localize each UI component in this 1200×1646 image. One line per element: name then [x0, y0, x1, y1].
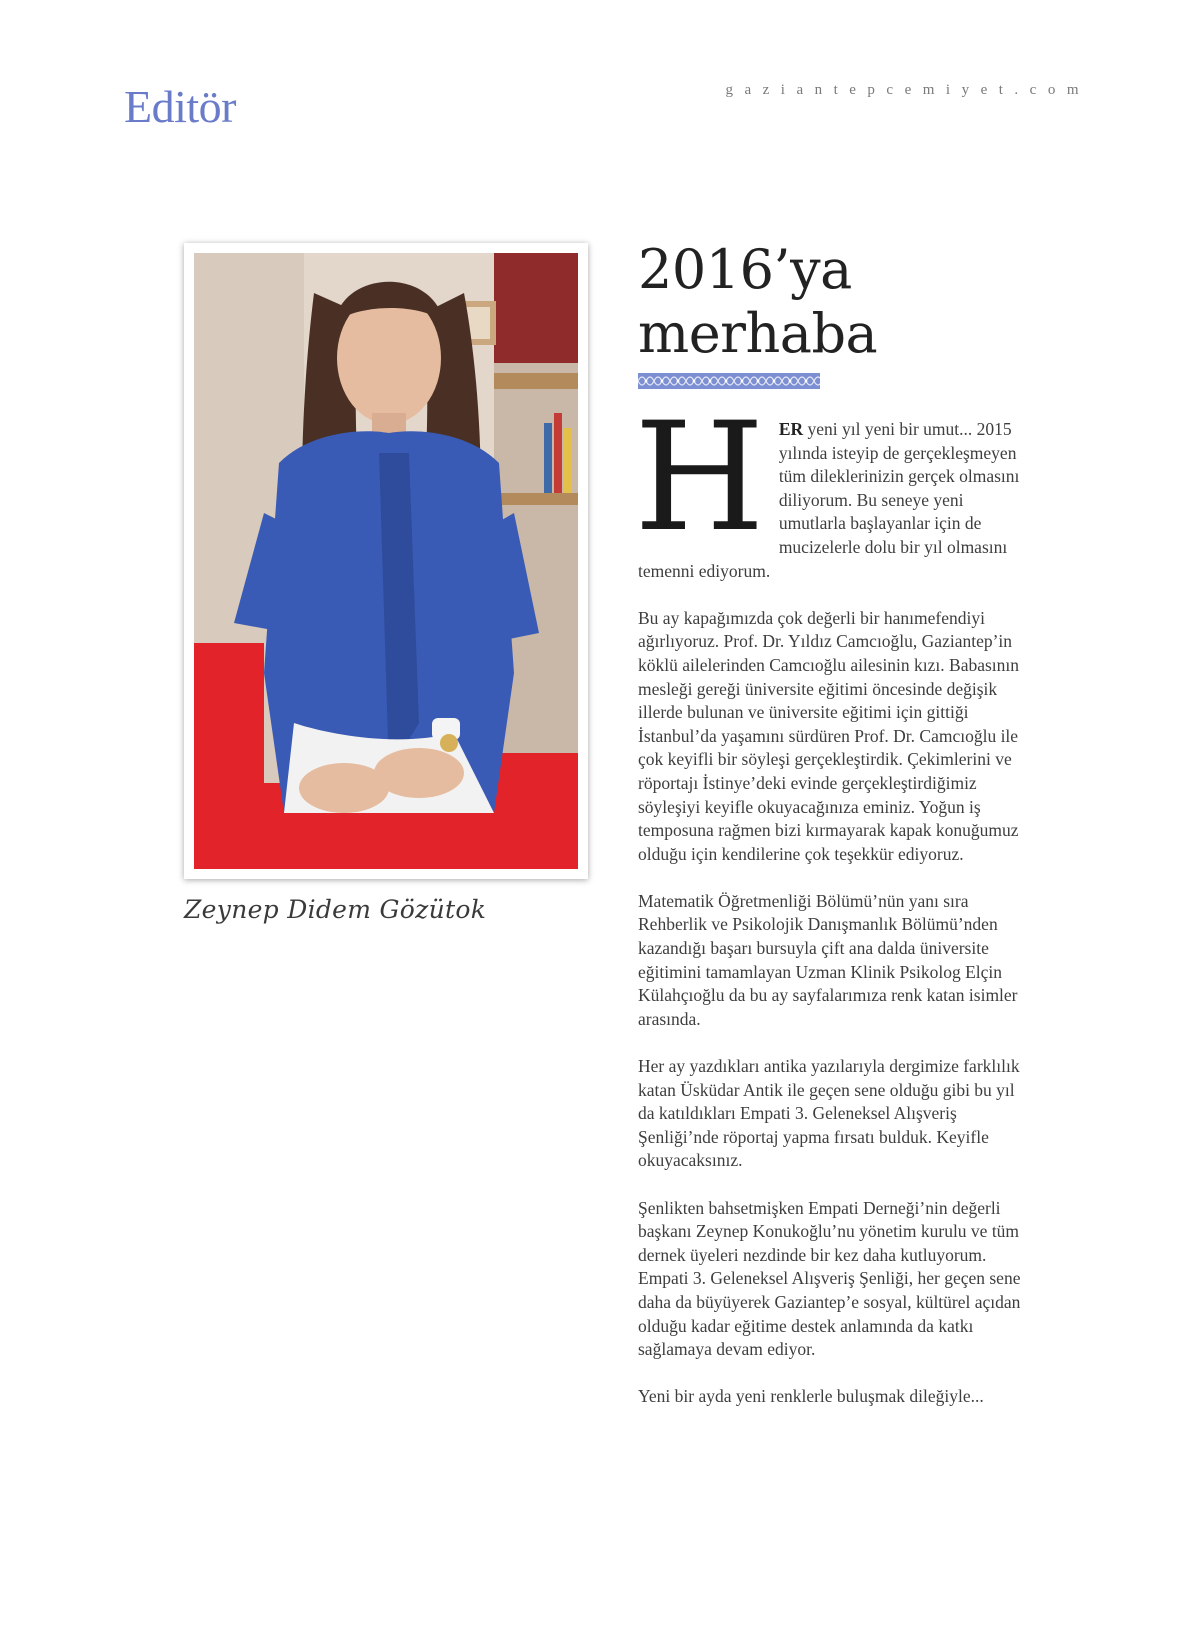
article-title	[638, 238, 1038, 366]
title-line-2: merhaba	[638, 302, 878, 365]
article-paragraph: Şenlikten bahsetmişken Empati Derneği’nin değerli başkanı Zeynep Konukoğlu’nu yönetim kurulu ve tüm dernek üyeleri nezdinde bir kez daha kutluyorum. Empati 3. Geleneksel Alışveriş Şenliği, her geçen sene daha da büyüyerek Gaziantep’e sosyal, kültürel açıdan olduğu kadar eğitime destek anlamında da katkı sağlamaya devam ediyor.	[638, 1197, 1021, 1360]
site-url: gaziantepcemiyet.com	[725, 82, 1090, 98]
article-paragraph: Matematik Öğretmenliği Bölümü’nün yanı sıra Rehberlik ve Psikolojik Danışmanlık Bölümü’nden kazandığı başarı bursuyla çift ana dalda üniversite eğitimini tamamlayan Uzman Klinik Psikolog Elçin Külahçıoğlu da bu ay sayfalarımıza renk katan isimler arasında.	[638, 890, 1018, 1029]
portrait-photo-frame	[184, 243, 588, 879]
article-paragraph: Yeni bir ayda yeni renklerle buluşmak dileğiyle...	[638, 1386, 984, 1407]
lead-word: ER	[778, 419, 804, 439]
article-body	[634, 391, 1023, 1433]
article-paragraph: Her ay yazdıkları antika yazılarıyla dergimize farklılık katan Üsküdar Antik ile geçen sene olduğu gibi bu yıl da katıldıkları Empati 3. Geleneksel Alışveriş Şenliği’nde röportaj yapma fırsatı bulduk. Keyifle okuyacaksınız.	[638, 1056, 1020, 1171]
article-paragraph: Bu ay kapağımızda çok değerli bir hanımefendiyi ağırlıyoruz. Prof. Dr. Yıldız Camcıoğlu, Gaziantep’in köklü ailelerinden Camcıoğlu ailesinin kızı. Babasının mesleği gereği üniversite eğitimi öncesinde değişik illerde bulunan ve üniversite eğitimi için gittiği İstanbul’da yaşamını sürdüren Prof. Dr. Camcıoğlu ile çok keyifli bir söyleşi gerçekleştirdik. Çekimlerini ve röportajı İstinye’deki evinde gerçekleştirdiğimiz söyleşiyi keyifle okuyacağınıza eminiz. Yoğun iş temposuna rağmen bizi kırmayarak kapak konuğumuz olduğu için kendilerine çok teşekkür ediyoruz.	[638, 607, 1020, 864]
lead-paragraph	[634, 391, 1023, 583]
ornament-pattern-icon	[638, 373, 820, 389]
drop-cap: H	[634, 391, 765, 565]
title-line-1: 2016’ya	[638, 238, 852, 301]
section-title: Editör	[124, 81, 236, 132]
lead-text: yeni yıl yeni bir umut... 2015 yılında isteyip de gerçekleşmeyen tüm dileklerinizin gerçek olmasını diliyorum. Bu seneye yeni umutlarla başlayanlar için de mucizelerle dolu bir yıl olmasını temenni ediyorum.	[638, 419, 1020, 581]
photo-caption: Zeynep Didem Gözütok	[184, 895, 487, 924]
portrait-photo	[194, 253, 578, 869]
